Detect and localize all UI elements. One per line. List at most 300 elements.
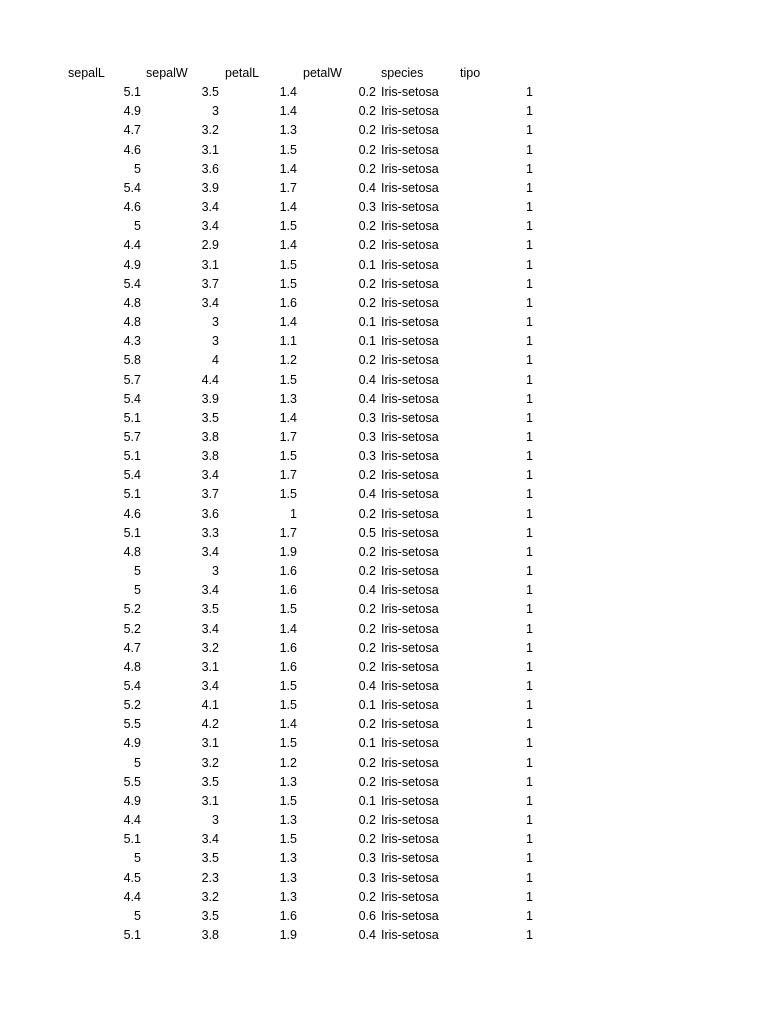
cell-sepal-width: 3.7 [201,276,219,291]
cell-petal-length: 1.4 [279,315,297,330]
cell-petal-length: 1.5 [279,832,297,847]
cell-petal-width: 0.3 [358,429,376,444]
cell-sepal-width: 3.1 [201,257,219,272]
cell-species: Iris-setosa [381,698,439,713]
cell-sepal-width: 3.4 [201,200,219,215]
cell-sepal-length: 5.5 [123,774,141,789]
header-sepal-width: sepalW [146,66,188,80]
cell-sepal-length: 5.4 [123,276,141,291]
header-species: species [381,66,424,80]
cell-petal-width: 0.2 [358,353,376,368]
cell-petal-length: 1.5 [279,219,297,234]
cell-sepal-length: 4.4 [123,238,141,253]
cell-petal-width: 0.2 [358,85,376,100]
cell-sepal-length: 5.4 [123,180,141,195]
cell-sepal-width: 3.1 [201,793,219,808]
cell-sepal-length: 4.8 [123,295,141,310]
cell-petal-length: 1.6 [279,659,297,674]
table-row [0,600,768,619]
cell-petal-width: 0.4 [358,487,376,502]
table-row [0,773,768,792]
cell-sepal-width: 3.1 [201,659,219,674]
cell-tipo: 1 [526,468,533,483]
cell-petal-width: 0.2 [358,564,376,579]
cell-tipo: 1 [526,315,533,330]
header-petal-width: petalW [303,66,342,80]
cell-species: Iris-setosa [381,315,439,330]
cell-petal-length: 1.3 [279,123,297,138]
cell-sepal-length: 4.4 [123,813,141,828]
cell-species: Iris-setosa [381,889,439,904]
cell-petal-width: 0.2 [358,123,376,138]
header-tipo: tipo [460,66,481,80]
cell-sepal-width: 3 [212,564,219,579]
cell-species: Iris-setosa [381,525,439,540]
cell-tipo: 1 [526,161,533,176]
cell-species: Iris-setosa [381,774,439,789]
cell-petal-width: 0.2 [358,104,376,119]
cell-petal-length: 1.3 [279,774,297,789]
cell-species: Iris-setosa [381,870,439,885]
cell-tipo: 1 [526,793,533,808]
cell-petal-width: 0.2 [358,506,376,521]
table-row [0,83,768,102]
cell-petal-width: 0.2 [358,640,376,655]
cell-petal-length: 1.4 [279,621,297,636]
table-row [0,543,768,562]
cell-sepal-width: 3.9 [201,180,219,195]
cell-sepal-width: 2.3 [201,870,219,885]
cell-sepal-width: 3.9 [201,391,219,406]
cell-sepal-width: 3.5 [201,851,219,866]
cell-sepal-width: 3.4 [201,544,219,559]
table-header-row [0,64,768,83]
cell-petal-width: 0.6 [358,908,376,923]
cell-sepal-length: 5 [134,908,141,923]
cell-sepal-length: 4.8 [123,659,141,674]
cell-sepal-width: 3.4 [201,679,219,693]
cell-species: Iris-setosa [381,851,439,866]
cell-sepal-width: 3.4 [201,583,219,598]
cell-sepal-width: 3.6 [201,161,219,176]
cell-species: Iris-setosa [381,564,439,579]
cell-tipo: 1 [526,429,533,444]
cell-petal-width: 0.4 [358,928,376,943]
cell-tipo: 1 [526,908,533,923]
cell-tipo: 1 [526,276,533,291]
cell-petal-length: 1.9 [279,544,297,559]
cell-sepal-length: 5.1 [123,928,141,943]
cell-sepal-width: 3.2 [201,755,219,770]
table-row [0,256,768,275]
table-row [0,734,768,753]
cell-sepal-length: 5.7 [123,429,141,444]
cell-tipo: 1 [526,123,533,138]
cell-sepal-width: 3.4 [201,468,219,483]
cell-sepal-width: 3.4 [201,219,219,234]
cell-sepal-length: 5.2 [123,698,141,713]
cell-sepal-length: 5.1 [123,525,141,540]
cell-tipo: 1 [526,583,533,598]
cell-sepal-width: 3.5 [201,908,219,923]
cell-petal-length: 1.6 [279,564,297,579]
table-row [0,179,768,198]
cell-tipo: 1 [526,487,533,502]
table-row [0,371,768,390]
table-body [0,83,768,945]
cell-species: Iris-setosa [381,544,439,559]
cell-sepal-length: 5 [134,564,141,579]
cell-species: Iris-setosa [381,161,439,176]
cell-species: Iris-setosa [381,793,439,808]
cell-species: Iris-setosa [381,487,439,502]
table-row [0,313,768,332]
cell-petal-width: 0.2 [358,832,376,847]
table-row [0,198,768,217]
cell-petal-width: 0.2 [358,219,376,234]
cell-petal-width: 0.3 [358,851,376,866]
cell-sepal-width: 4.2 [201,717,219,732]
cell-tipo: 1 [526,104,533,119]
table-row [0,715,768,734]
cell-species: Iris-setosa [381,736,439,751]
cell-sepal-width: 4.4 [201,372,219,387]
cell-petal-length: 1.2 [279,755,297,770]
cell-petal-length: 1.5 [279,257,297,272]
cell-sepal-length: 5 [134,161,141,176]
cell-petal-width: 0.3 [358,870,376,885]
cell-tipo: 1 [526,85,533,100]
table-row [0,102,768,121]
cell-species: Iris-setosa [381,908,439,923]
cell-tipo: 1 [526,602,533,617]
cell-petal-width: 0.2 [358,621,376,636]
cell-petal-width: 0.2 [358,295,376,310]
cell-petal-width: 0.3 [358,200,376,215]
cell-species: Iris-setosa [381,659,439,674]
table-row [0,888,768,907]
cell-petal-length: 1.4 [279,200,297,215]
cell-species: Iris-setosa [381,832,439,847]
cell-tipo: 1 [526,774,533,789]
cell-sepal-width: 3.5 [201,410,219,425]
cell-tipo: 1 [526,813,533,828]
cell-sepal-width: 3 [212,813,219,828]
cell-petal-width: 0.2 [358,774,376,789]
cell-sepal-width: 4.1 [201,698,219,713]
table-row [0,811,768,830]
cell-petal-width: 0.3 [358,410,376,425]
table-row [0,409,768,428]
cell-tipo: 1 [526,564,533,579]
cell-sepal-length: 4.7 [123,640,141,655]
cell-petal-length: 1.4 [279,238,297,253]
cell-sepal-length: 4.4 [123,889,141,904]
cell-species: Iris-setosa [381,506,439,521]
cell-species: Iris-setosa [381,410,439,425]
cell-tipo: 1 [526,544,533,559]
cell-petal-width: 0.1 [358,736,376,751]
cell-species: Iris-setosa [381,123,439,138]
cell-species: Iris-setosa [381,449,439,464]
cell-petal-length: 1.4 [279,85,297,100]
table-row [0,696,768,715]
cell-tipo: 1 [526,334,533,349]
cell-species: Iris-setosa [381,142,439,157]
cell-petal-width: 0.4 [358,583,376,598]
cell-petal-width: 0.1 [358,793,376,808]
cell-sepal-length: 4.6 [123,506,141,521]
cell-petal-length: 1.4 [279,161,297,176]
cell-sepal-width: 2.9 [201,238,219,253]
cell-sepal-length: 4.6 [123,142,141,157]
cell-species: Iris-setosa [381,928,439,943]
cell-petal-length: 1.7 [279,429,297,444]
table-row [0,236,768,255]
cell-tipo: 1 [526,755,533,770]
cell-petal-width: 0.2 [358,813,376,828]
table-row [0,121,768,140]
cell-tipo: 1 [526,659,533,674]
cell-tipo: 1 [526,889,533,904]
cell-sepal-length: 4.8 [123,315,141,330]
cell-sepal-length: 4.6 [123,200,141,215]
cell-petal-length: 1.6 [279,583,297,598]
cell-species: Iris-setosa [381,180,439,195]
cell-sepal-length: 5 [134,755,141,770]
cell-species: Iris-setosa [381,429,439,444]
cell-petal-length: 1.3 [279,889,297,904]
cell-sepal-width: 3.3 [201,525,219,540]
cell-sepal-length: 4.9 [123,104,141,119]
cell-petal-width: 0.1 [358,315,376,330]
cell-petal-length: 1.7 [279,525,297,540]
table-row [0,351,768,370]
table-row [0,294,768,313]
cell-petal-width: 0.4 [358,679,376,693]
cell-petal-length: 1.4 [279,104,297,119]
cell-tipo: 1 [526,410,533,425]
cell-sepal-length: 4.9 [123,793,141,808]
table-row [0,830,768,849]
cell-petal-length: 1.5 [279,698,297,713]
cell-sepal-width: 4 [212,353,219,368]
table-row [0,581,768,600]
cell-tipo: 1 [526,640,533,655]
cell-sepal-length: 4.9 [123,736,141,751]
cell-sepal-length: 5.2 [123,621,141,636]
cell-tipo: 1 [526,257,533,272]
table-row [0,849,768,868]
cell-tipo: 1 [526,717,533,732]
cell-tipo: 1 [526,295,533,310]
cell-tipo: 1 [526,142,533,157]
cell-petal-length: 1.4 [279,717,297,732]
cell-petal-length: 1.3 [279,851,297,866]
table-row [0,792,768,811]
cell-sepal-length: 5.1 [123,832,141,847]
cell-tipo: 1 [526,525,533,540]
cell-sepal-length: 5 [134,219,141,234]
cell-species: Iris-setosa [381,717,439,732]
cell-petal-width: 0.4 [358,372,376,387]
cell-sepal-width: 3.5 [201,774,219,789]
cell-tipo: 1 [526,391,533,406]
cell-tipo: 1 [526,238,533,253]
cell-species: Iris-setosa [381,813,439,828]
cell-petal-width: 0.4 [358,180,376,195]
cell-petal-length: 1.7 [279,180,297,195]
cell-sepal-length: 5 [134,851,141,866]
cell-sepal-width: 3.1 [201,142,219,157]
cell-petal-length: 1.5 [279,142,297,157]
cell-sepal-width: 3.5 [201,85,219,100]
cell-tipo: 1 [526,372,533,387]
cell-tipo: 1 [526,736,533,751]
table-row [0,485,768,504]
cell-sepal-width: 3.2 [201,640,219,655]
cell-petal-length: 1.6 [279,908,297,923]
cell-tipo: 1 [526,506,533,521]
cell-petal-length: 1.6 [279,640,297,655]
table-row [0,428,768,447]
cell-sepal-width: 3.5 [201,602,219,617]
cell-petal-length: 1.1 [279,334,297,349]
cell-sepal-width: 3 [212,315,219,330]
cell-tipo: 1 [526,200,533,215]
cell-tipo: 1 [526,449,533,464]
table-row [0,447,768,466]
table-row [0,505,768,524]
cell-petal-length: 1.5 [279,449,297,464]
cell-species: Iris-setosa [381,353,439,368]
cell-petal-length: 1.3 [279,870,297,885]
cell-tipo: 1 [526,180,533,195]
cell-sepal-width: 3.4 [201,621,219,636]
header-petal-length: petalL [225,66,260,80]
table-row [0,390,768,409]
cell-sepal-width: 3.8 [201,449,219,464]
cell-species: Iris-setosa [381,583,439,598]
table-row [0,141,768,160]
cell-sepal-length: 5.7 [123,372,141,387]
cell-sepal-width: 3 [212,104,219,119]
cell-petal-width: 0.2 [358,889,376,904]
cell-tipo: 1 [526,928,533,943]
table-row [0,466,768,485]
cell-species: Iris-setosa [381,200,439,215]
cell-sepal-width: 3.8 [201,928,219,943]
cell-species: Iris-setosa [381,640,439,655]
cell-sepal-length: 4.5 [123,870,141,885]
cell-species: Iris-setosa [381,679,439,693]
cell-species: Iris-setosa [381,755,439,770]
cell-petal-width: 0.2 [358,276,376,291]
cell-petal-width: 0.2 [358,755,376,770]
cell-sepal-length: 5.4 [123,679,141,693]
cell-petal-width: 0.1 [358,698,376,713]
cell-petal-width: 0.2 [358,602,376,617]
cell-sepal-width: 3 [212,334,219,349]
cell-petal-length: 1.5 [279,793,297,808]
cell-sepal-width: 3.1 [201,736,219,751]
cell-sepal-length: 5.5 [123,717,141,732]
cell-petal-width: 0.2 [358,717,376,732]
cell-petal-length: 1.5 [279,372,297,387]
cell-sepal-length: 5.1 [123,85,141,100]
cell-species: Iris-setosa [381,372,439,387]
cell-petal-width: 0.1 [358,334,376,349]
cell-species: Iris-setosa [381,257,439,272]
cell-species: Iris-setosa [381,238,439,253]
cell-petal-length: 1.5 [279,487,297,502]
data-table [0,64,768,945]
table-row [0,754,768,773]
header-sepal-length: sepalL [68,66,105,80]
cell-sepal-length: 4.7 [123,123,141,138]
cell-species: Iris-setosa [381,219,439,234]
cell-sepal-length: 5.1 [123,487,141,502]
cell-sepal-length: 5.1 [123,449,141,464]
cell-petal-width: 0.2 [358,142,376,157]
cell-tipo: 1 [526,870,533,885]
cell-petal-width: 0.2 [358,238,376,253]
cell-tipo: 1 [526,832,533,847]
cell-petal-width: 0.2 [358,659,376,674]
cell-sepal-length: 5.4 [123,391,141,406]
cell-sepal-width: 3.2 [201,889,219,904]
table-row [0,926,768,945]
cell-sepal-length: 5.8 [123,353,141,368]
cell-sepal-length: 5.4 [123,468,141,483]
cell-petal-length: 1.5 [279,276,297,291]
table-row [0,677,768,696]
cell-tipo: 1 [526,698,533,713]
cell-petal-length: 1.5 [279,736,297,751]
cell-petal-length: 1.7 [279,468,297,483]
table-row [0,562,768,581]
cell-sepal-width: 3.4 [201,295,219,310]
cell-sepal-length: 4.8 [123,544,141,559]
cell-petal-length: 1 [290,506,297,521]
cell-petal-width: 0.3 [358,449,376,464]
cell-petal-length: 1.6 [279,295,297,310]
cell-species: Iris-setosa [381,391,439,406]
cell-petal-width: 0.1 [358,257,376,272]
cell-sepal-width: 3.6 [201,506,219,521]
cell-petal-length: 1.2 [279,353,297,368]
table-row [0,160,768,179]
table-row [0,639,768,658]
table-row [0,869,768,888]
cell-species: Iris-setosa [381,276,439,291]
cell-petal-width: 0.5 [358,525,376,540]
cell-petal-length: 1.5 [279,679,297,693]
table-row [0,620,768,639]
cell-sepal-length: 5.1 [123,410,141,425]
cell-petal-length: 1.9 [279,928,297,943]
table-row [0,332,768,351]
cell-sepal-length: 4.9 [123,257,141,272]
cell-sepal-width: 3.4 [201,832,219,847]
cell-species: Iris-setosa [381,295,439,310]
cell-petal-width: 0.2 [358,468,376,483]
cell-sepal-length: 5 [134,583,141,598]
cell-sepal-width: 3.8 [201,429,219,444]
cell-species: Iris-setosa [381,334,439,349]
cell-tipo: 1 [526,353,533,368]
table-row [0,907,768,926]
